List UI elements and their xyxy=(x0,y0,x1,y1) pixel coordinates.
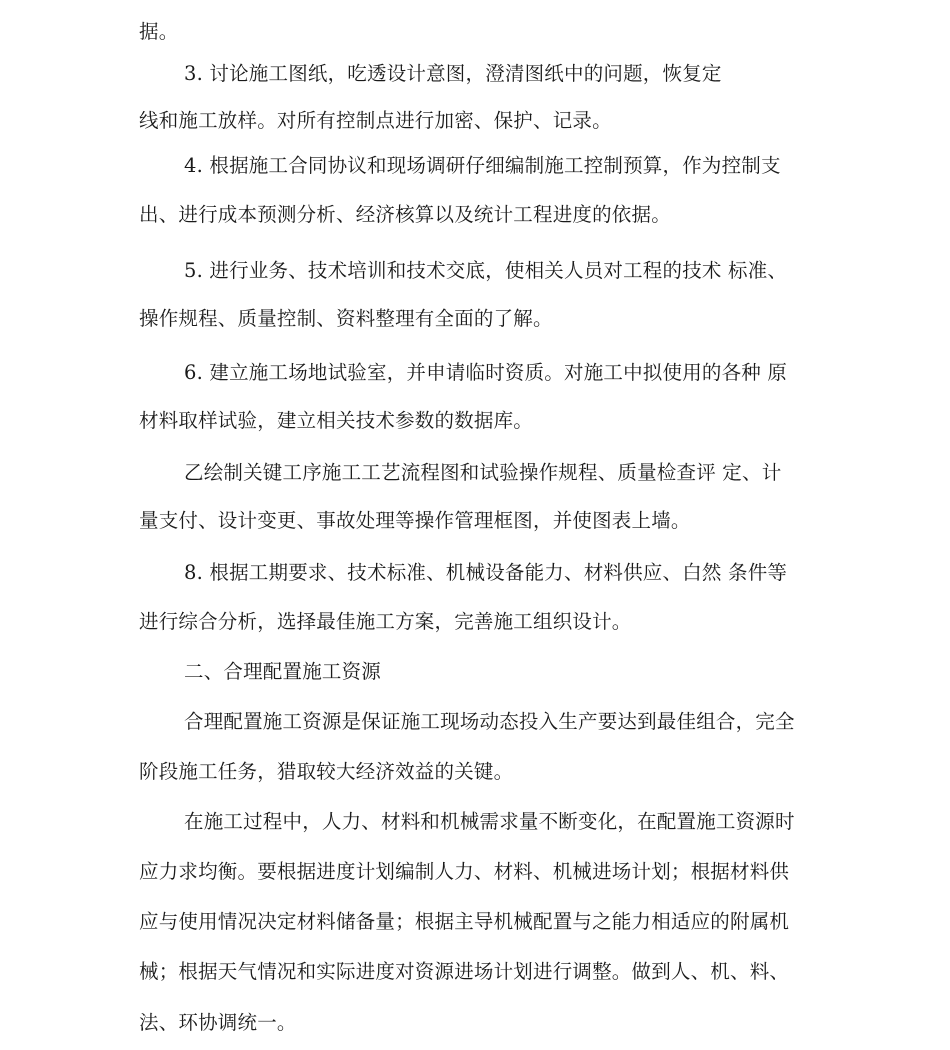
list-item-8: 8. 根据工期要求、技术标准、机械设备能力、材料供应、白然 条件等 xyxy=(184,561,788,584)
text-line: 操作规程、质量控制、资料整理有全面的了解。 xyxy=(139,307,553,330)
text-line: 量支付、设计变更、事故处理等操作管理框图，并使图表上墙。 xyxy=(139,509,691,532)
text-line: 线和施工放样。对所有控制点进行加密、保护、记录。 xyxy=(139,109,612,132)
text-line: 法、环协调统一。 xyxy=(139,1011,297,1034)
text-line: 应力求均衡。要根据进度计划编制人力、材料、机械进场计划；根据材料供 xyxy=(139,860,790,883)
paragraph-line: 在施工过程中，人力、材料和机械需求量不断变化，在配置施工资源时 xyxy=(184,810,795,833)
list-item-6: 6. 建立施工场地试验室，并申请临时资质。对施工中拟使用的各种 原 xyxy=(184,361,788,384)
text-line: 据。 xyxy=(139,20,179,43)
section-heading: 二、合理配置施工资源 xyxy=(184,660,382,683)
list-item-3: 3. 讨论施工图纸，吃透设计意图，澄清图纸中的问题，恢复定 xyxy=(184,62,722,85)
list-item-7: 乙绘制关键工序施工工艺流程图和试验操作规程、质量检查评 定、计 xyxy=(184,461,782,484)
text-line: 械；根据天气情况和实际进度对资源进场计划进行调整。做到人、机、料、 xyxy=(139,960,790,983)
text-line: 应与使用情况决定材料储备量；根据主导机械配置与之能力相适应的附属机 xyxy=(139,910,790,933)
text-line: 阶段施工任务，猎取较大经济效益的关键。 xyxy=(139,760,514,783)
list-item-5: 5. 进行业务、技术培训和技术交底，使相关人员对工程的技术 标准、 xyxy=(184,259,788,282)
text-line: 材料取样试验，建立相关技术参数的数据库。 xyxy=(139,409,534,432)
text-line: 出、进行成本预测分析、经济核算以及统计工程进度的依据。 xyxy=(139,203,671,226)
paragraph-line: 合理配置施工资源是保证施工现场动态投入生产要达到最佳组合，完全 xyxy=(184,710,795,733)
text-line: 进行综合分析，选择最佳施工方案，完善施工组织设计。 xyxy=(139,610,632,633)
list-item-4: 4. 根据施工合同协议和现场调研仔细编制施工控制预算，作为控制支 xyxy=(184,154,781,177)
